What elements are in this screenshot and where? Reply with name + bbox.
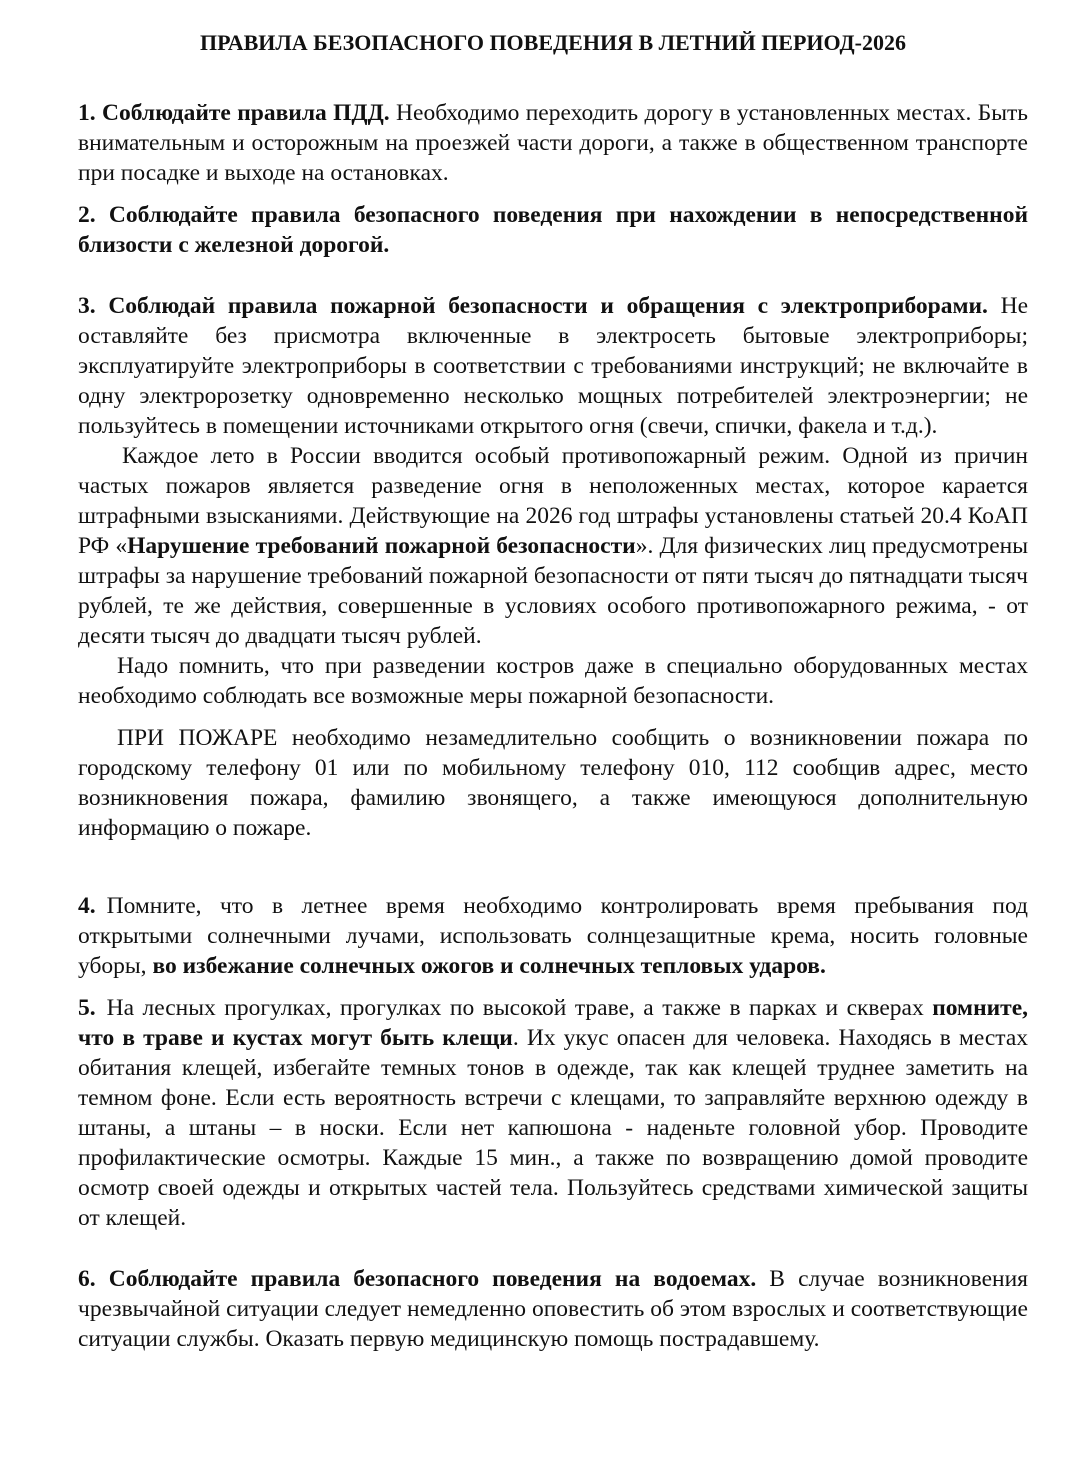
section-5-text-start: На лесных прогулках, прогулках по высокой траве, а также в парках и скверах <box>106 995 933 1021</box>
section-6-text: В случае возникновения чрезвычайной ситуации следует немедленно оповестить об этом взрослых и соответствующие ситуации службы. Оказать первую медицинскую помощь пострадавшему. <box>78 1266 1028 1352</box>
section-4-number: 4. <box>78 893 96 919</box>
fire-call-text: ПРИ ПОЖАРЕ необходимо незамедлительно сообщить о возникновении пожара по городскому телефону 01 или по мобильному телефону 010, 112 сообщив адрес, место возникновения пожара, фамилию звонящего, а также имеющуюся дополнительную информацию о пожаре. <box>78 725 1028 841</box>
section-5 <box>78 993 1028 1233</box>
section-4 <box>78 891 1028 981</box>
document-page <box>78 28 1028 1354</box>
section-3-paragraph-campfires <box>78 651 1028 711</box>
section-1-text: Необходимо переходить дорогу в установленных местах. Быть внимательным и осторожным на проезжей части дороги, а также в общественном транспорте при посадке и выходе на остановках. <box>78 100 1029 186</box>
section-3-text: Не оставляйте без присмотра включенные в электросеть бытовые электроприборы; эксплуатируйте электроприборы в соответствии с требованиями инструкций; не включайте в одну электророзетку одновременно несколько мощных потребителей электроэнергии; не пользуйтесь в помещении источниками открытого огня (свечи, спички, факела и т.д.). <box>78 293 1029 439</box>
section-3-heading: Соблюдай правила пожарной безопасности и обращения с электроприборами. <box>108 293 988 319</box>
section-4-text: Помните, что в летнее время необходимо контролировать время пребывания под открытыми солнечными лучами, использовать солнцезащитные крема, носить головные уборы, <box>78 893 1028 979</box>
section-1 <box>78 98 1028 188</box>
section-2-heading: Соблюдайте правила безопасного поведения при нахождении в непосредственной близости с железной дорогой. <box>78 202 1028 258</box>
campfires-text: Надо помнить, что при разведении костров даже в специально оборудованных местах необходимо соблюдать все возможные меры пожарной безопасности. <box>78 653 1028 709</box>
section-3 <box>78 291 1028 441</box>
section-6 <box>78 1264 1028 1354</box>
section-5-bold: помните, что в траве и кустах могут быть клещи <box>78 995 1028 1051</box>
section-3-paragraph-fines <box>78 441 1028 651</box>
fines-law-title: Нарушение требований пожарной безопасности <box>127 533 636 559</box>
section-2 <box>78 200 1028 260</box>
document-title: ПРАВИЛА БЕЗОПАСНОГО ПОВЕДЕНИЯ В ЛЕТНИЙ ПЕРИОД-2026 <box>199 30 907 55</box>
fines-text-end: ». Для физических лиц предусмотрены штрафы за нарушение требований пожарной безопасности от пяти тысяч до пятнадцати тысяч рублей, те же действия, совершенные в условиях особого противопожарного режима, - от десяти тысяч до двадцати тысяч рублей. <box>78 533 1028 649</box>
section-6-heading: Соблюдайте правила безопасного поведения на водоемах. <box>108 1266 757 1292</box>
section-1-number: 1. <box>78 100 96 126</box>
section-5-text-end: . Их укус опасен для человека. Находясь в местах обитания клещей, избегайте темных тонов в одежде, так как клещей труднее заметить на темном фоне. Если есть вероятность встречи с клещами, то заправляйте верхнюю одежду в штаны, а штаны – в носки. Если нет капюшона - наденьте головной убор. Проводите профилактические осмотры. Каждые 15 мин., а также по возвращению домой проводите осмотр своей одежды и открытых частей тела. Пользуйтесь средствами химической защиты от клещей. <box>78 1025 1029 1231</box>
section-3-number: 3. <box>78 293 96 319</box>
section-1-heading: Соблюдайте правила ПДД. <box>102 100 390 126</box>
section-2-number: 2. <box>78 202 96 228</box>
section-6-number: 6. <box>78 1266 96 1292</box>
section-4-bold: во избежание солнечных ожогов и солнечных тепловых ударов. <box>152 953 826 979</box>
section-3-paragraph-fire-call <box>78 723 1028 843</box>
section-5-number: 5. <box>78 995 96 1021</box>
fines-text-start: Каждое лето в России вводится особый противопожарный режим. Одной из причин частых пожаров является разведение огня в неположенных местах, которое карается штрафными взысканиями. Действующие на 2026 год штрафы установлены статьей 20.4 КоАП РФ « <box>78 443 1028 559</box>
